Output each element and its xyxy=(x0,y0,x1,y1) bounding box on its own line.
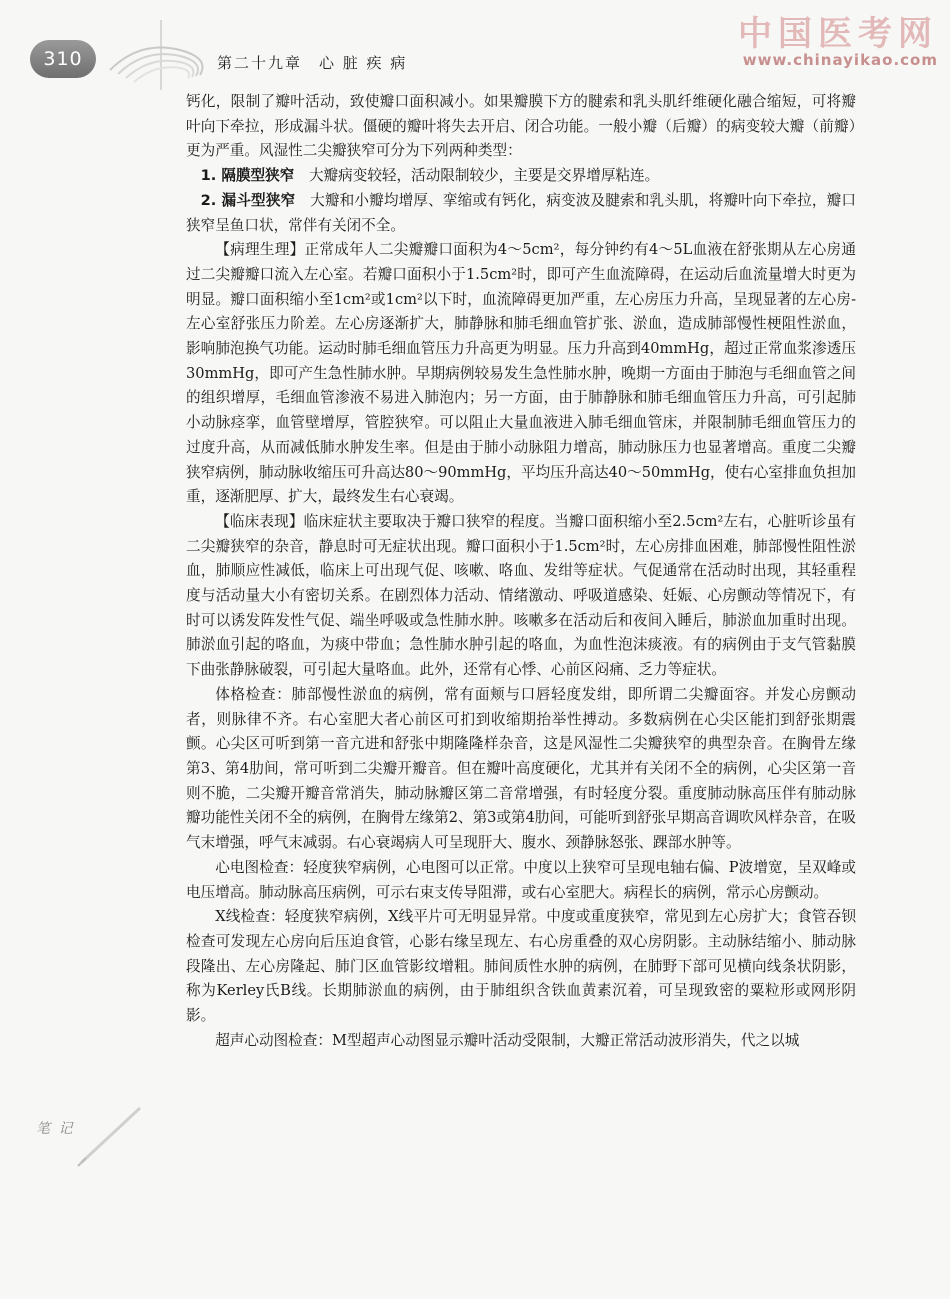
text-pathophysiology: 正常成年人二尖瓣瓣口面积为4～5cm²，每分钟约有4～5L血液在舒张期从左心房通过二尖瓣瓣口流入左心室。若瓣口面积小于1.5cm²时，即可产生血流障碍，在运动后血流量增大时更为明显。瓣口面积缩小至1cm²或1cm²以下时，血流障碍更加严重，左心房压力升高，呈现显著的左心房-左心室舒张压力阶差。左心房逐渐扩大，肺静脉和肺毛细血管扩张、淤血，造成肺部慢性梗阻性淤血，影响肺泡换气功能。运动时肺毛细血管压力升高更为明显。压力升高到40mmHg，超过正常血浆渗透压30mmHg，即可产生急性肺水肿。早期病例较易发生急性肺水肿，晚期一方面由于肺泡与毛细血管之间的组织增厚，毛细血管渗液不易进入肺泡内；另一方面，由于肺静脉和肺毛细血管压力升高，可引起肺小动脉痉挛，血管壁增厚，管腔狭窄。可以阻止大量血液进入肺毛细血管床，并限制肺毛细血管压力的过度升高，从而减低肺水肿发生率。但是由于肺小动脉阻力增高，肺动脉压力也显著增高。重度二尖瓣狭窄病例，肺动脉收缩压可升高达80～90mmHg，平均压升高达40～50mmHg，使右心室排血负担加重，逐渐肥厚、扩大，最终发生右心衰竭。 xyxy=(186,241,856,506)
watermark-title: 中国医考网 xyxy=(738,14,938,54)
section-tag-pathophysiology: 【病理生理】 xyxy=(215,241,305,259)
pen-icon xyxy=(22,1100,152,1170)
paragraph-xray: X线检查：轻度狭窄病例，X线平片可无明显异常。中度或重度狭窄，常见到左心房扩大；食管吞钡检查可发现左心房向后压迫食管，心影右缘呈现左、右心房重叠的双心房阴影。主动脉结缩小、肺动脉段隆出、左心房隆起、肺门区血管影纹增粗。肺间质性水肿的病例，在肺野下部可见横向线条状阴影，称为Kerley氏B线。长期肺淤血的病例，由于肺组织含铁血黄素沉着，可呈现致密的粟粒形或网形阴影。 xyxy=(186,908,856,1025)
paragraph-intro: 钙化，限制了瓣叶活动，致使瓣口面积减小。如果瓣膜下方的腱索和乳头肌纤维硬化融合缩短，可将瓣叶向下牵拉，形成漏斗状。僵硬的瓣叶将失去开启、闭合功能。一般小瓣（后瓣）的病变较大瓣（前瓣）更为严重。风湿性二尖瓣狭窄可分为下列两种类型： xyxy=(186,93,856,160)
paragraph-physical-exam: 体格检查：肺部慢性淤血的病例，常有面颊与口唇轻度发绀，即所谓二尖瓣面容。并发心房颤动者，则脉律不齐。右心室肥大者心前区可扪到收缩期抬举性搏动。多数病例在心尖区能扪到舒张期震颤。心尖区可听到第一音亢进和舒张中期隆隆样杂音，这是风湿性二尖瓣狭窄的典型杂音。在胸骨左缘第3、第4肋间，常可听到二尖瓣开瓣音。但在瓣叶高度硬化，尤其并有关闭不全的病例，心尖区第一音则不脆，二尖瓣开瓣音常消失，肺动脉瓣区第二音常增强，有时轻度分裂。重度肺动脉高压伴有肺动脉瓣功能性关闭不全的病例，在胸骨左缘第2、第3或第4肋间，可能听到舒张早期高音调吹风样杂音，在吸气末增强，呼气末减弱。右心衰竭病人可呈现肝大、腹水、颈静脉怒张、踝部水肿等。 xyxy=(186,685,856,852)
paragraph-ecg: 心电图检查：轻度狭窄病例，心电图可以正常。中度以上狭窄可呈现电轴右偏、P波增宽，呈双峰或电压增高。肺动脉高压病例，可示右束支传导阻滞，或右心室肥大。病程长的病例，常示心房颤动。 xyxy=(186,858,856,901)
text-funnel-type: 大瓣和小瓣均增厚、挛缩或有钙化，病变波及腱索和乳头肌，将瓣叶向下牵拉，瓣口狭窄呈鱼口状，常伴有关闭不全。 xyxy=(186,191,857,234)
watermark-url: www.chinayikao.com xyxy=(742,51,938,69)
list-item-diaphragm-type xyxy=(186,164,856,189)
notes-label: 笔 记 xyxy=(36,1121,75,1137)
chapter-title: 第二十九章 心 脏 疾 病 xyxy=(217,54,408,72)
page-number: 310 xyxy=(30,40,96,78)
list-item-funnel-type xyxy=(186,189,856,238)
text-diaphragm-type: 大瓣病变较轻，活动限制较少，主要是交界增厚粘连。 xyxy=(294,167,660,185)
section-tag-clinical: 【临床表现】 xyxy=(215,512,304,530)
page-body xyxy=(186,90,856,1053)
site-watermark xyxy=(738,6,938,69)
text-clinical: 临床症状主要取决于瓣口狭窄的程度。当瓣口面积缩小至2.5cm²左右，心脏听诊虽有二尖瓣狭窄的杂音，静息时可无症状出现。瓣口面积小于1.5cm²时，左心房排血困难，肺部慢性阻性淤血，肺顺应性减低，临床上可出现气促、咳嗽、咯血、发绀等症状。气促通常在活动时出现，其轻重程度与活动量大小有密切关系。在剧烈体力活动、情绪激动、呼吸道感染、妊娠、心房颤动等情况下，有时可以诱发阵发性气促、端坐呼吸或急性肺水肿。咳嗽多在活动后和夜间入睡后，肺淤血加重时出现。肺淤血引起的咯血，为痰中带血；急性肺水肿引起的咯血，为血性泡沫痰液。有的病例由于支气管黏膜下曲张静脉破裂，可引起大量咯血。此外，还常有心悸、心前区闷痛、乏力等症状。 xyxy=(186,512,856,679)
notes-margin xyxy=(22,1100,152,1170)
paragraph-echo: 超声心动图检查：M型超声心动图显示瓣叶活动受限制，大瓣正常活动波形消失，代之以城 xyxy=(215,1031,800,1049)
paragraph-pathophysiology xyxy=(186,238,856,510)
paragraph-clinical xyxy=(186,510,856,683)
term-funnel-type: 2. 漏斗型狭窄 xyxy=(200,191,296,209)
term-diaphragm-type: 1. 隔膜型狭窄 xyxy=(200,167,295,185)
swirl-ornament-icon xyxy=(100,30,220,90)
